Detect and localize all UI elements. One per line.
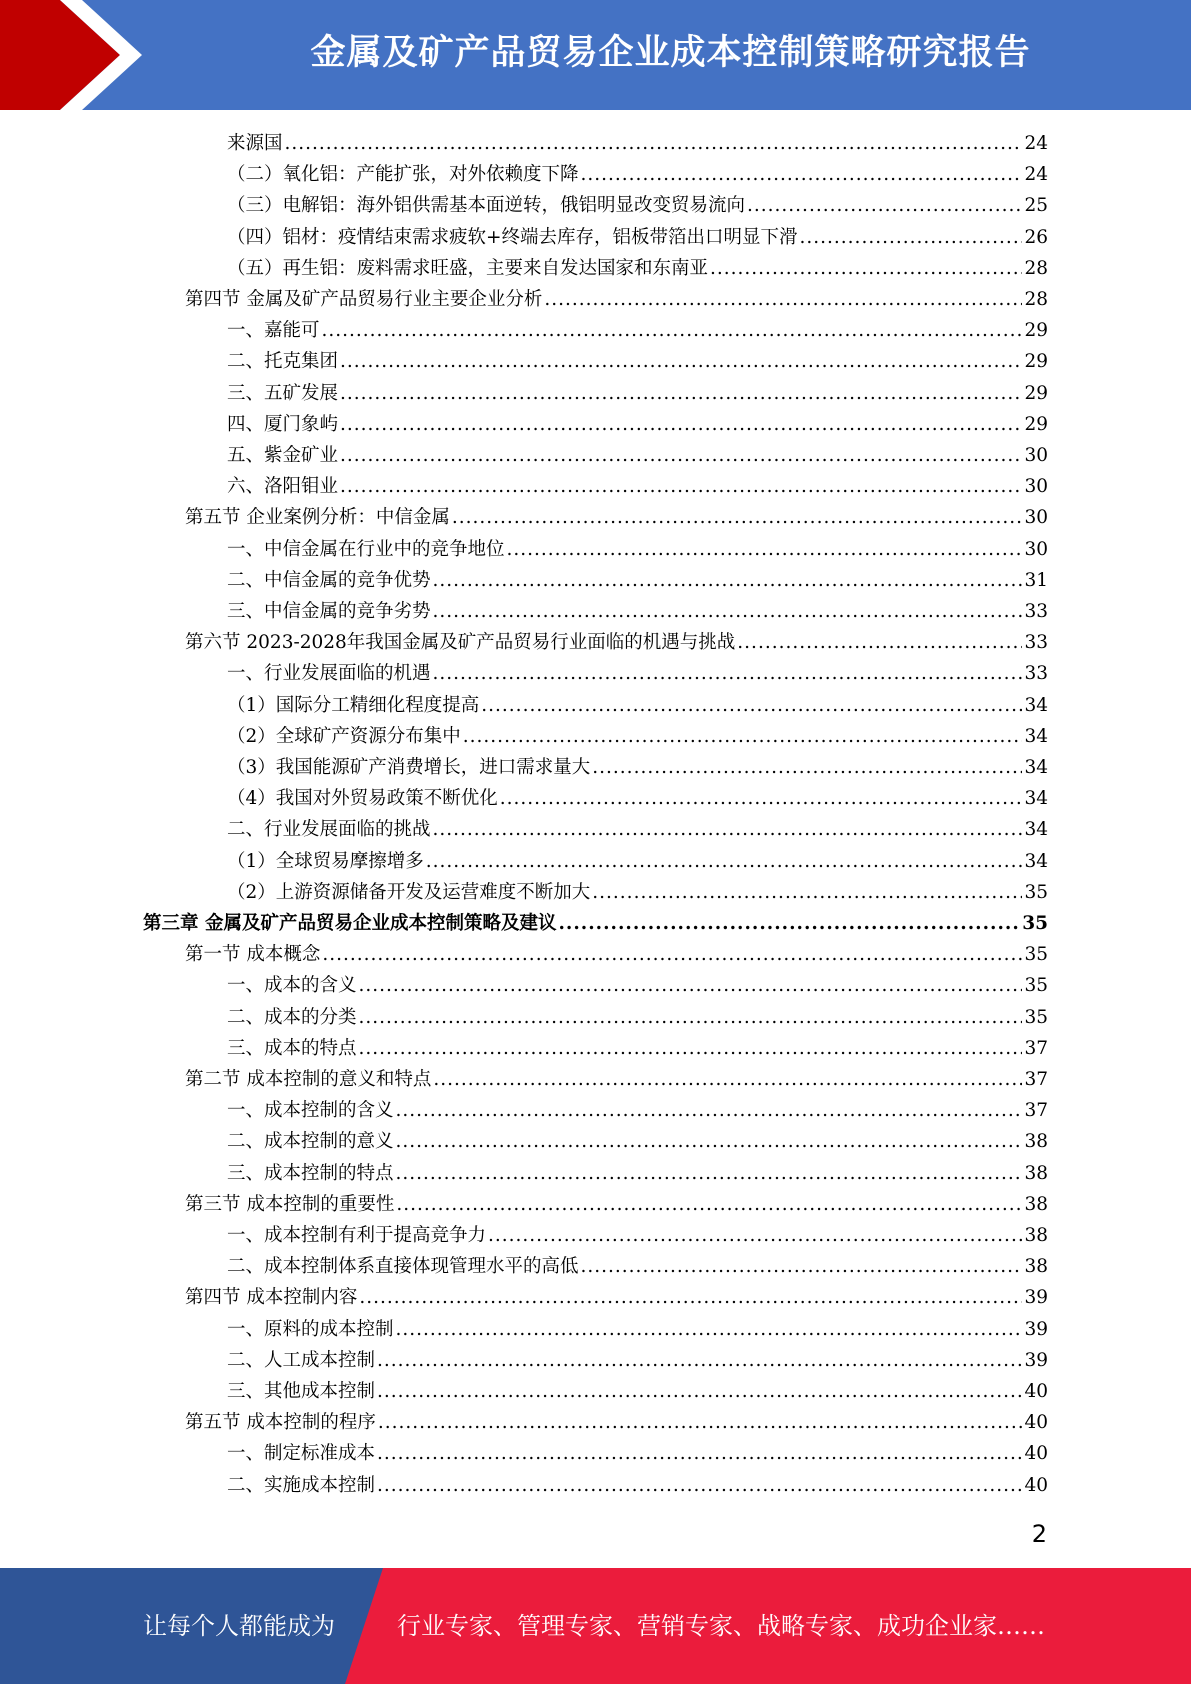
toc-entry-title: 六、洛阳钼业: [227, 476, 339, 498]
toc-dot-leader: [433, 565, 1023, 596]
toc-entry-title: 二、成本的分类: [227, 1006, 357, 1028]
report-title: 金属及矿产品贸易企业成本控制策略研究报告: [310, 33, 1031, 73]
toc-entry-page: 30: [1024, 476, 1048, 498]
toc-dot-leader: [426, 846, 1023, 877]
toc-entry-page: 34: [1024, 788, 1048, 810]
toc-entry-title: （1）全球贸易摩擦增多: [227, 850, 424, 872]
toc-entry-page: 35: [1024, 1006, 1048, 1028]
toc-dot-leader: [481, 690, 1022, 721]
toc-entry-page: 40: [1024, 1412, 1048, 1434]
toc-entry-title: 一、成本控制有利于提高竞争力: [227, 1225, 487, 1246]
toc-dot-leader: [340, 440, 1022, 471]
toc-entry[interactable]: [185, 1407, 1048, 1438]
toc-dot-leader: [340, 409, 1022, 440]
toc-entry-page: 39: [1024, 1318, 1048, 1340]
toc-entry[interactable]: [227, 378, 1048, 409]
toc-entry-title: （三）电解铝：海外铝供需基本面逆转，俄铝明显改变贸易流向: [227, 195, 746, 217]
toc-entry[interactable]: [227, 1376, 1048, 1407]
toc-entry-page: 29: [1024, 351, 1048, 373]
toc-entry[interactable]: [185, 284, 1048, 315]
toc-entry-page: 34: [1024, 850, 1048, 872]
toc-entry-title: （3）我国能源矿产消费增长，进口需求量大: [227, 757, 591, 778]
toc-entry-page: 29: [1024, 382, 1048, 404]
toc-entry[interactable]: [185, 1064, 1048, 1095]
toc-dot-leader: [433, 596, 1023, 627]
toc-entry[interactable]: [227, 190, 1048, 221]
toc-entry-page: 38: [1024, 1225, 1048, 1246]
toc-entry[interactable]: [227, 471, 1048, 502]
toc-entry-title: 一、原料的成本控制: [227, 1318, 394, 1340]
toc-dot-leader: [452, 502, 1023, 533]
toc-entry-page: 29: [1024, 320, 1048, 342]
toc-entry[interactable]: [227, 814, 1048, 845]
toc-entry-title: （1）国际分工精细化程度提高: [227, 694, 480, 716]
toc-dot-leader: [359, 970, 1023, 1001]
toc-entry[interactable]: [143, 908, 1048, 939]
toc-entry-title: 五、紫金矿业: [227, 445, 339, 466]
toc-entry[interactable]: [227, 253, 1048, 284]
toc-entry[interactable]: [227, 159, 1048, 190]
toc-entry-title: 一、中信金属在行业中的竞争地位: [227, 538, 505, 560]
toc-dot-leader: [396, 1126, 1023, 1157]
toc-dot-leader: [396, 1158, 1023, 1189]
toc-entry-title: 四、厦门象屿: [227, 413, 339, 435]
toc-entry-title: 二、中信金属的竞争优势: [227, 569, 431, 591]
toc-dot-leader: [581, 159, 1023, 190]
toc-dot-leader: [396, 1314, 1023, 1345]
toc-entry[interactable]: [227, 409, 1048, 440]
toc-dot-leader: [322, 939, 1022, 970]
toc-entry-page: 24: [1024, 164, 1048, 186]
toc-entry-title: （五）再生铝：废料需求旺盛，主要来自发达国家和东南亚: [227, 257, 709, 279]
toc-entry[interactable]: [185, 1189, 1048, 1220]
toc-dot-leader: [544, 284, 1022, 315]
toc-entry-title: （2）上游资源储备开发及运营难度不断加大: [227, 881, 591, 903]
toc-entry-title: 二、成本控制体系直接体现管理水平的高低: [227, 1256, 579, 1278]
toc-entry-title: 二、人工成本控制: [227, 1349, 376, 1371]
toc-entry-page: 25: [1024, 195, 1048, 217]
toc-entry-title: 二、实施成本控制: [227, 1474, 376, 1496]
toc-entry-title: 二、成本控制的意义: [227, 1131, 394, 1153]
toc-entry-title: 三、其他成本控制: [227, 1381, 376, 1402]
toc-entry-page: 35: [1024, 944, 1048, 966]
toc-entry[interactable]: [227, 596, 1048, 627]
toc-entry-title: 第五节 企业案例分析：中信金属: [185, 507, 450, 529]
toc-entry-title: 第一节 成本概念: [185, 944, 321, 966]
toc-entry-title: 第四节 成本控制内容: [185, 1287, 358, 1309]
toc-entry-page: 26: [1024, 226, 1048, 248]
page-header: [0, 0, 1191, 110]
toc-dot-leader: [378, 1407, 1023, 1438]
toc-entry-title: 一、成本控制的含义: [227, 1100, 394, 1122]
toc-entry[interactable]: [227, 1158, 1048, 1189]
toc-entry[interactable]: [227, 565, 1048, 596]
toc-dot-leader: [581, 1251, 1023, 1282]
toc-dot-leader: [396, 1095, 1023, 1126]
toc-entry[interactable]: [227, 877, 1048, 908]
toc-entry-page: 30: [1024, 538, 1048, 560]
toc-entry[interactable]: [227, 1251, 1048, 1282]
toc-entry-title: （四）铝材：疫情结束需求疲软+终端去库存，铝板带箔出口明显下滑: [227, 226, 798, 248]
toc-entry-title: （4）我国对外贸易政策不断优化: [227, 788, 498, 810]
toc-entry-page: 30: [1024, 507, 1048, 529]
toc-entry[interactable]: [185, 627, 1048, 658]
toc-entry-title: 一、嘉能可: [227, 320, 320, 342]
toc-entry[interactable]: [185, 939, 1048, 970]
toc-entry-page: 28: [1024, 289, 1048, 310]
toc-entry-page: 34: [1024, 757, 1048, 778]
toc-entry-title: 第三节 成本控制的重要性: [185, 1193, 395, 1215]
toc-entry-title: 来源国: [227, 133, 283, 154]
footer-slogan-right: 行业专家、管理专家、营销专家、战略专家、成功企业家……: [397, 1612, 1045, 1640]
toc-dot-leader: [592, 877, 1022, 908]
toc-entry-title: 三、五矿发展: [227, 382, 339, 404]
toc-dot-leader: [377, 1376, 1022, 1407]
toc-entry[interactable]: [227, 1345, 1048, 1376]
toc-dot-leader: [433, 658, 1023, 689]
toc-entry-page: 38: [1024, 1162, 1048, 1184]
toc-entry-page: 35: [1022, 913, 1048, 934]
toc-dot-leader: [359, 1033, 1023, 1064]
toc-dot-leader: [396, 1189, 1022, 1220]
toc-entry[interactable]: [227, 658, 1048, 689]
toc-entry-title: 一、行业发展面临的机遇: [227, 663, 431, 685]
toc-dot-leader: [340, 346, 1022, 377]
toc-dot-leader: [558, 908, 1020, 939]
toc-dot-leader: [377, 1470, 1022, 1501]
toc-entry[interactable]: [227, 1033, 1048, 1064]
toc-entry-page: 38: [1024, 1193, 1048, 1215]
toc-entry-title: 第六节 2023-2028年我国金属及矿产品贸易行业面临的机遇与挑战: [185, 632, 736, 654]
toc-entry[interactable]: [185, 502, 1048, 533]
toc-entry-page: 33: [1024, 601, 1048, 622]
toc-dot-leader: [592, 752, 1022, 783]
page-footer: [0, 1568, 1191, 1684]
toc-entry-page: 37: [1024, 1037, 1048, 1059]
toc-entry-page: 33: [1024, 632, 1048, 654]
toc-dot-leader: [710, 253, 1022, 284]
toc-dot-leader: [507, 534, 1023, 565]
toc-dot-leader: [747, 190, 1022, 221]
toc-dot-leader: [463, 721, 1023, 752]
toc-dot-leader: [340, 471, 1022, 502]
toc-dot-leader: [433, 814, 1023, 845]
toc-entry-title: 三、成本的特点: [227, 1037, 357, 1059]
toc-entry[interactable]: [227, 1126, 1048, 1157]
toc-dot-leader: [359, 1002, 1023, 1033]
toc-entry-page: 31: [1024, 569, 1048, 591]
toc-dot-leader: [800, 222, 1023, 253]
toc-entry-page: 33: [1024, 663, 1048, 685]
toc-entry-title: （二）氧化铝：产能扩张，对外依赖度下降: [227, 164, 579, 186]
toc-entry-title: 一、成本的含义: [227, 975, 357, 997]
toc-entry-title: 二、行业发展面临的挑战: [227, 819, 431, 841]
toc-entry-page: 37: [1024, 1100, 1048, 1122]
toc-dot-leader: [737, 627, 1022, 658]
toc-entry[interactable]: [185, 1282, 1048, 1313]
toc-dot-leader: [285, 128, 1023, 159]
toc-entry-page: 24: [1024, 133, 1048, 154]
toc-entry-page: 40: [1024, 1443, 1048, 1465]
toc-entry[interactable]: [227, 690, 1048, 721]
toc-entry[interactable]: [227, 846, 1048, 877]
toc-entry[interactable]: [227, 1095, 1048, 1126]
toc-entry[interactable]: [227, 128, 1048, 159]
toc-entry-page: 38: [1024, 1131, 1048, 1153]
toc-entry-page: 34: [1024, 694, 1048, 716]
toc-entry-page: 30: [1024, 445, 1048, 466]
toc-dot-leader: [322, 315, 1023, 346]
toc-entry[interactable]: [227, 1314, 1048, 1345]
toc-entry-page: 35: [1024, 975, 1048, 997]
toc-entry-title: 第五节 成本控制的程序: [185, 1412, 376, 1434]
toc-entry[interactable]: [227, 1470, 1048, 1501]
toc-entry-page: 38: [1024, 1256, 1048, 1278]
footer-slogan-left: 让每个人都能成为: [143, 1612, 335, 1640]
toc-entry-title: （2）全球矿产资源分布集中: [227, 725, 461, 747]
toc-entry-title: 三、成本控制的特点: [227, 1162, 394, 1184]
toc-dot-leader: [377, 1345, 1022, 1376]
toc-entry-page: 39: [1024, 1287, 1048, 1309]
toc-entry[interactable]: [227, 721, 1048, 752]
toc-dot-leader: [488, 1220, 1022, 1251]
toc-entry-page: 39: [1024, 1349, 1048, 1371]
toc-entry[interactable]: [227, 346, 1048, 377]
toc-entry-page: 40: [1024, 1381, 1048, 1402]
toc-entry-page: 35: [1024, 881, 1048, 903]
toc-entry-title: 二、托克集团: [227, 351, 339, 373]
toc-entry[interactable]: [227, 970, 1048, 1001]
toc-entry-title: 三、中信金属的竞争劣势: [227, 601, 431, 622]
toc-dot-leader: [359, 1282, 1022, 1313]
toc-entry[interactable]: [227, 783, 1048, 814]
toc-entry[interactable]: [227, 222, 1048, 253]
header-chevron-decoration: [0, 0, 150, 110]
page-number: 2: [1031, 1520, 1047, 1548]
toc-entry-page: 37: [1024, 1069, 1048, 1090]
toc-entry[interactable]: [227, 752, 1048, 783]
toc-entry-page: 29: [1024, 413, 1048, 435]
toc-entry[interactable]: [227, 1438, 1048, 1469]
toc-entry-page: 34: [1024, 819, 1048, 841]
toc-entry-title: 第二节 成本控制的意义和特点: [185, 1069, 432, 1090]
toc-dot-leader: [500, 783, 1023, 814]
toc-entry[interactable]: [227, 1002, 1048, 1033]
toc-dot-leader: [433, 1064, 1022, 1095]
toc-dot-leader: [377, 1438, 1022, 1469]
toc-entry-title: 一、制定标准成本: [227, 1443, 376, 1465]
toc-entry-page: 40: [1024, 1474, 1048, 1496]
toc-entry-page: 34: [1024, 725, 1048, 747]
toc-entry-title: 第三章 金属及矿产品贸易企业成本控制策略及建议: [143, 913, 557, 934]
toc-entry-title: 第四节 金属及矿产品贸易行业主要企业分析: [185, 289, 543, 310]
toc-entry[interactable]: [227, 315, 1048, 346]
toc-entry[interactable]: [227, 534, 1048, 565]
toc-entry[interactable]: [227, 1220, 1048, 1251]
toc-dot-leader: [340, 378, 1022, 409]
toc-entry-page: 28: [1024, 257, 1048, 279]
toc-entry[interactable]: [227, 440, 1048, 471]
